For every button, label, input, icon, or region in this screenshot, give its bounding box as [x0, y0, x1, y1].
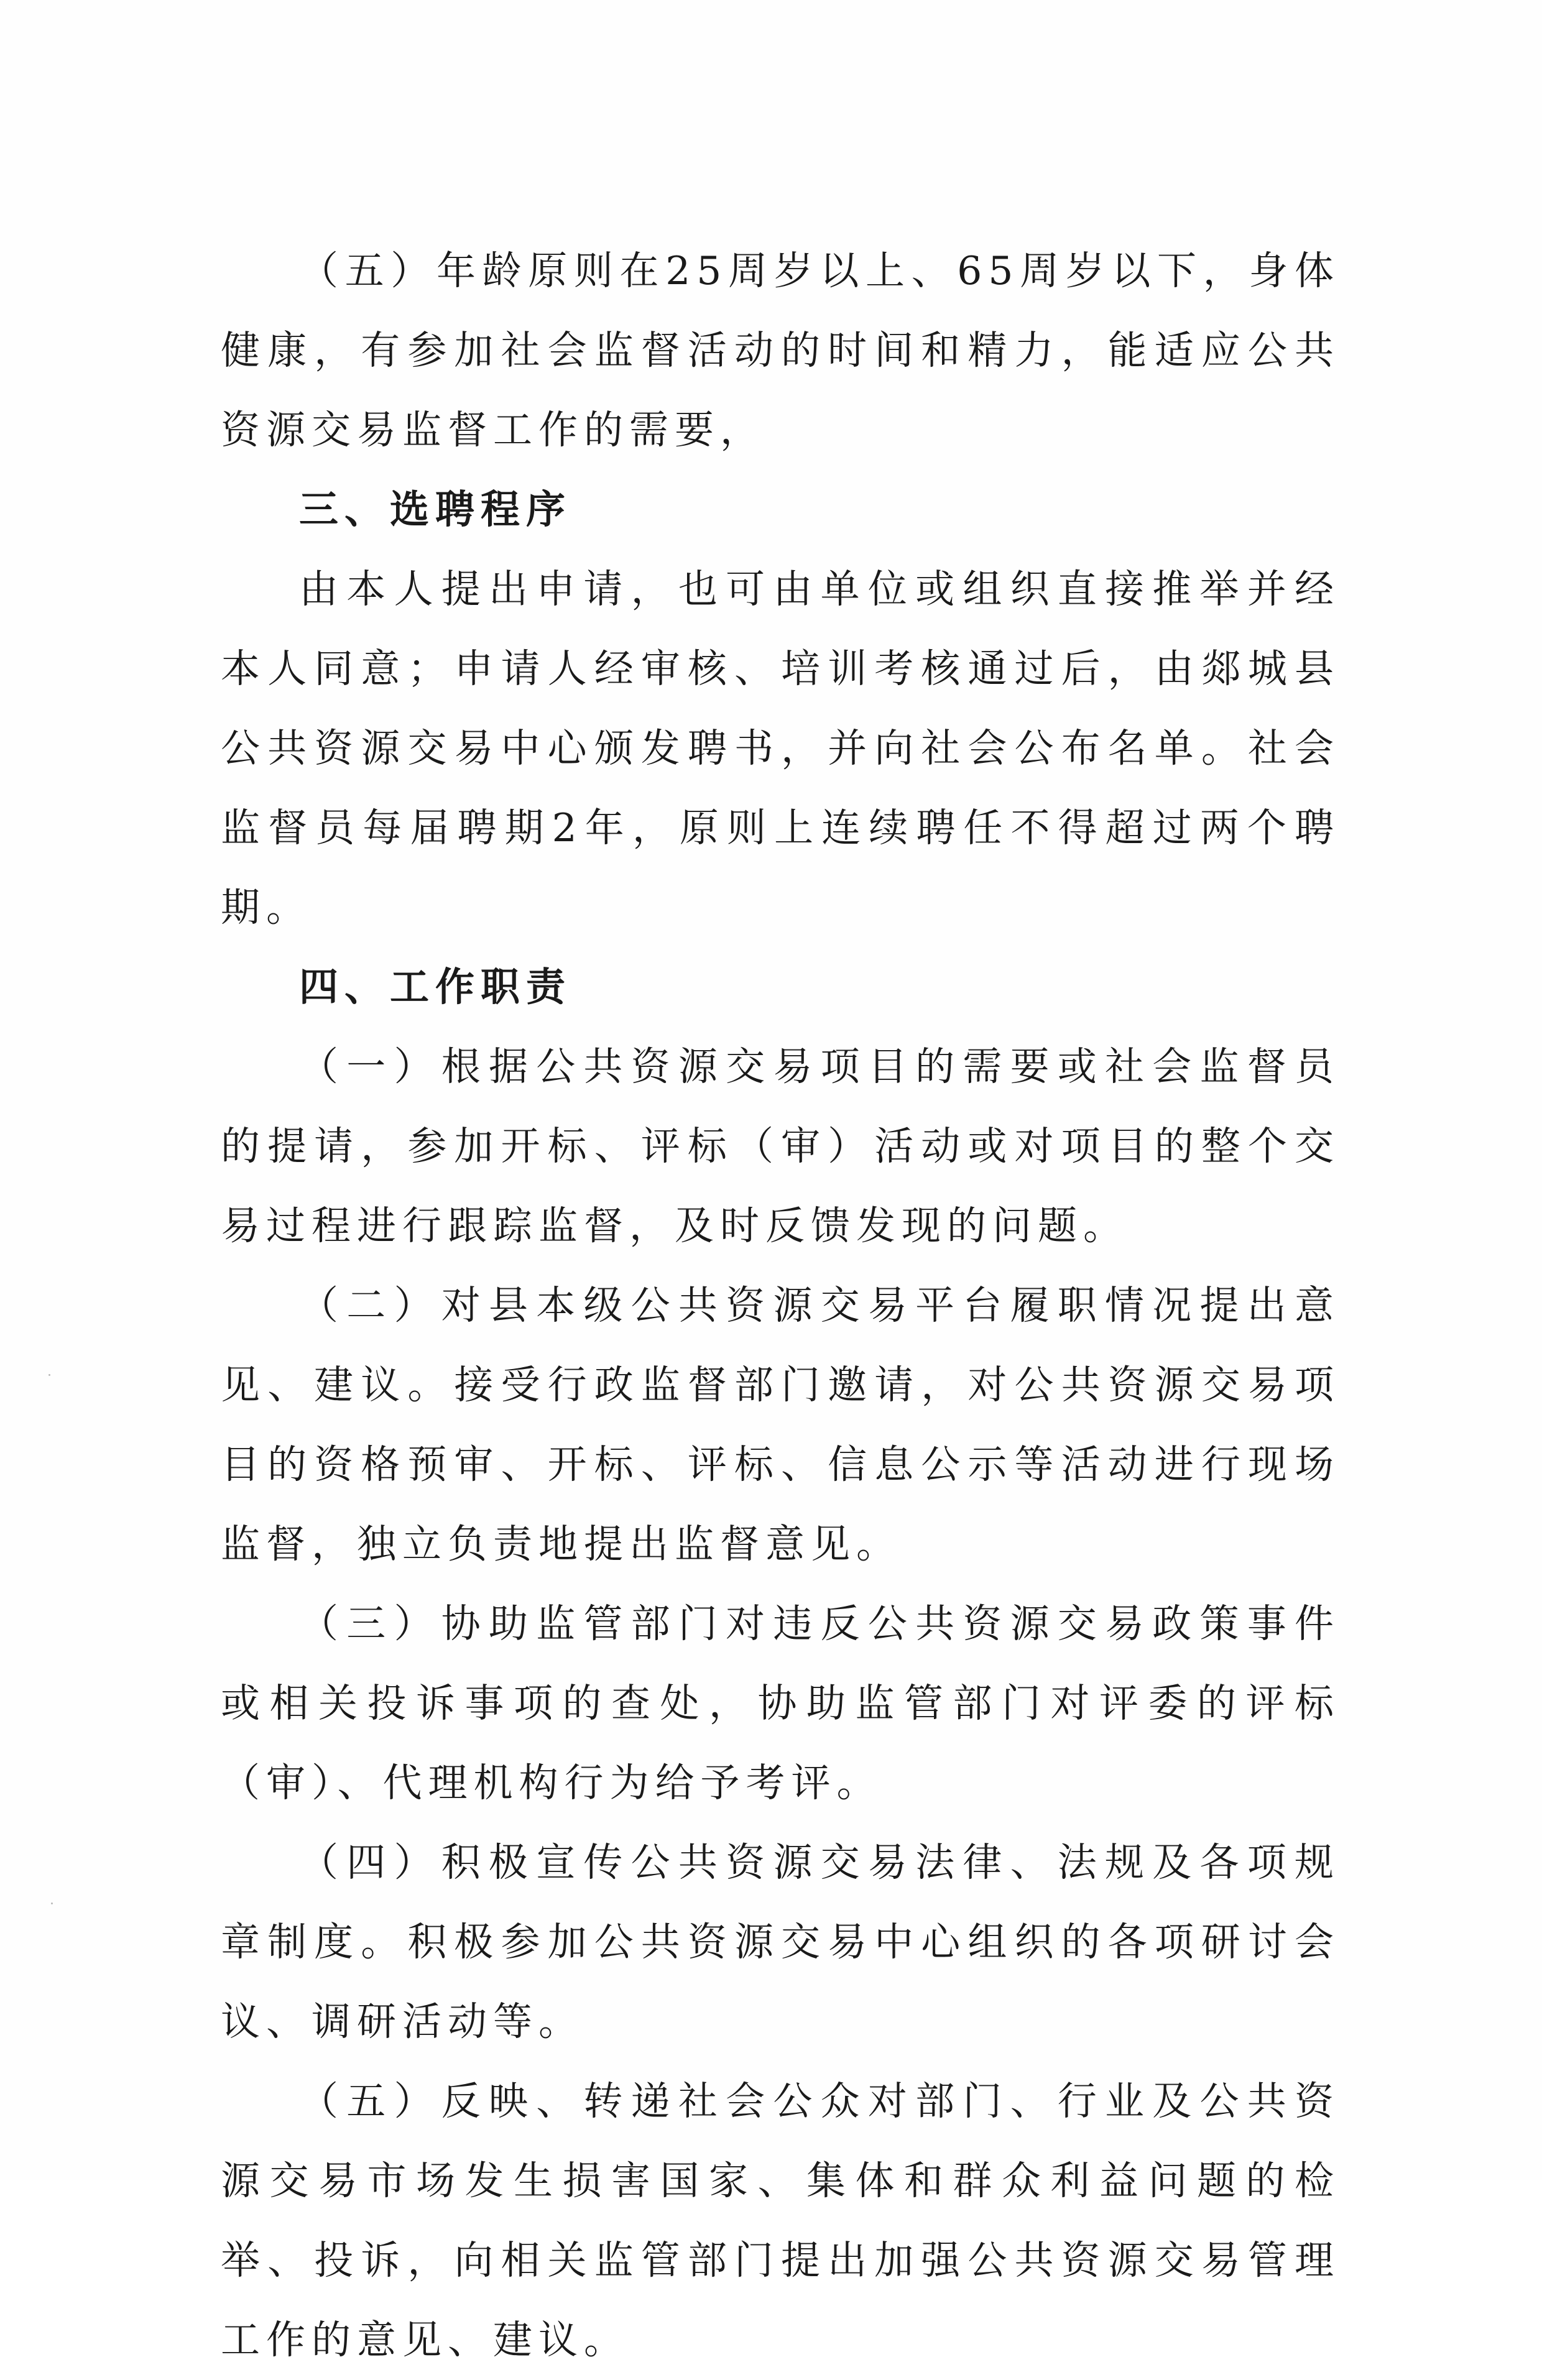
paragraph-duty-2: （二）对县本级公共资源交易平台履职情况提出意见、建议。接受行政监督部门邀请，对公共资源交易项目的资格预审、开标、评标、信息公示等活动进行现场监督，独立负责地提出监督意见。 — [221, 1283, 1340, 1567]
document-body — [221, 231, 1340, 2380]
section-heading-duties: 四、工作职责 — [299, 964, 571, 1010]
section-heading-selection-procedure: 三、选聘程序 — [299, 487, 571, 532]
paragraph-selection-procedure: 由本人提出申请，也可由单位或组织直接推举并经本人同意；申请人经审核、培训考核通过后，由郯城县公共资源交易中心颁发聘书，并向社会公布名单。社会监督员每届聘期2年，原则上连续聘任不得超过两个聘期。 — [221, 566, 1340, 930]
paragraph-duty-1: （一）根据公共资源交易项目的需要或社会监督员的提请，参加开标、评标（审）活动或对项目的整个交易过程进行跟踪监督，及时反馈发现的问题。 — [221, 1044, 1340, 1248]
paragraph-duty-3: （三）协助监管部门对违反公共资源交易政策事件或相关投诉事项的查处，协助监管部门对评委的评标（审）、代理机构行为给予考评。 — [221, 1601, 1340, 1806]
paragraph-duty-4: （四）积极宣传公共资源交易法律、法规及各项规章制度。积极参加公共资源交易中心组织的各项研讨会议、调研活动等。 — [221, 1840, 1340, 2044]
scan-speck — [48, 1374, 50, 1376]
paragraph-age-requirement: （五）年龄原则在25周岁以上、65周岁以下，身体健康，有参加社会监督活动的时间和精力，能适应公共资源交易监督工作的需要， — [221, 248, 1340, 453]
paragraph-duty-5: （五）反映、转递社会公众对部门、行业及公共资源交易市场发生损害国家、集体和群众利益问题的检举、投诉，向相关监管部门提出加强公共资源交易管理工作的意见、建议。 — [221, 2078, 1340, 2363]
scan-speck — [51, 1903, 53, 1904]
